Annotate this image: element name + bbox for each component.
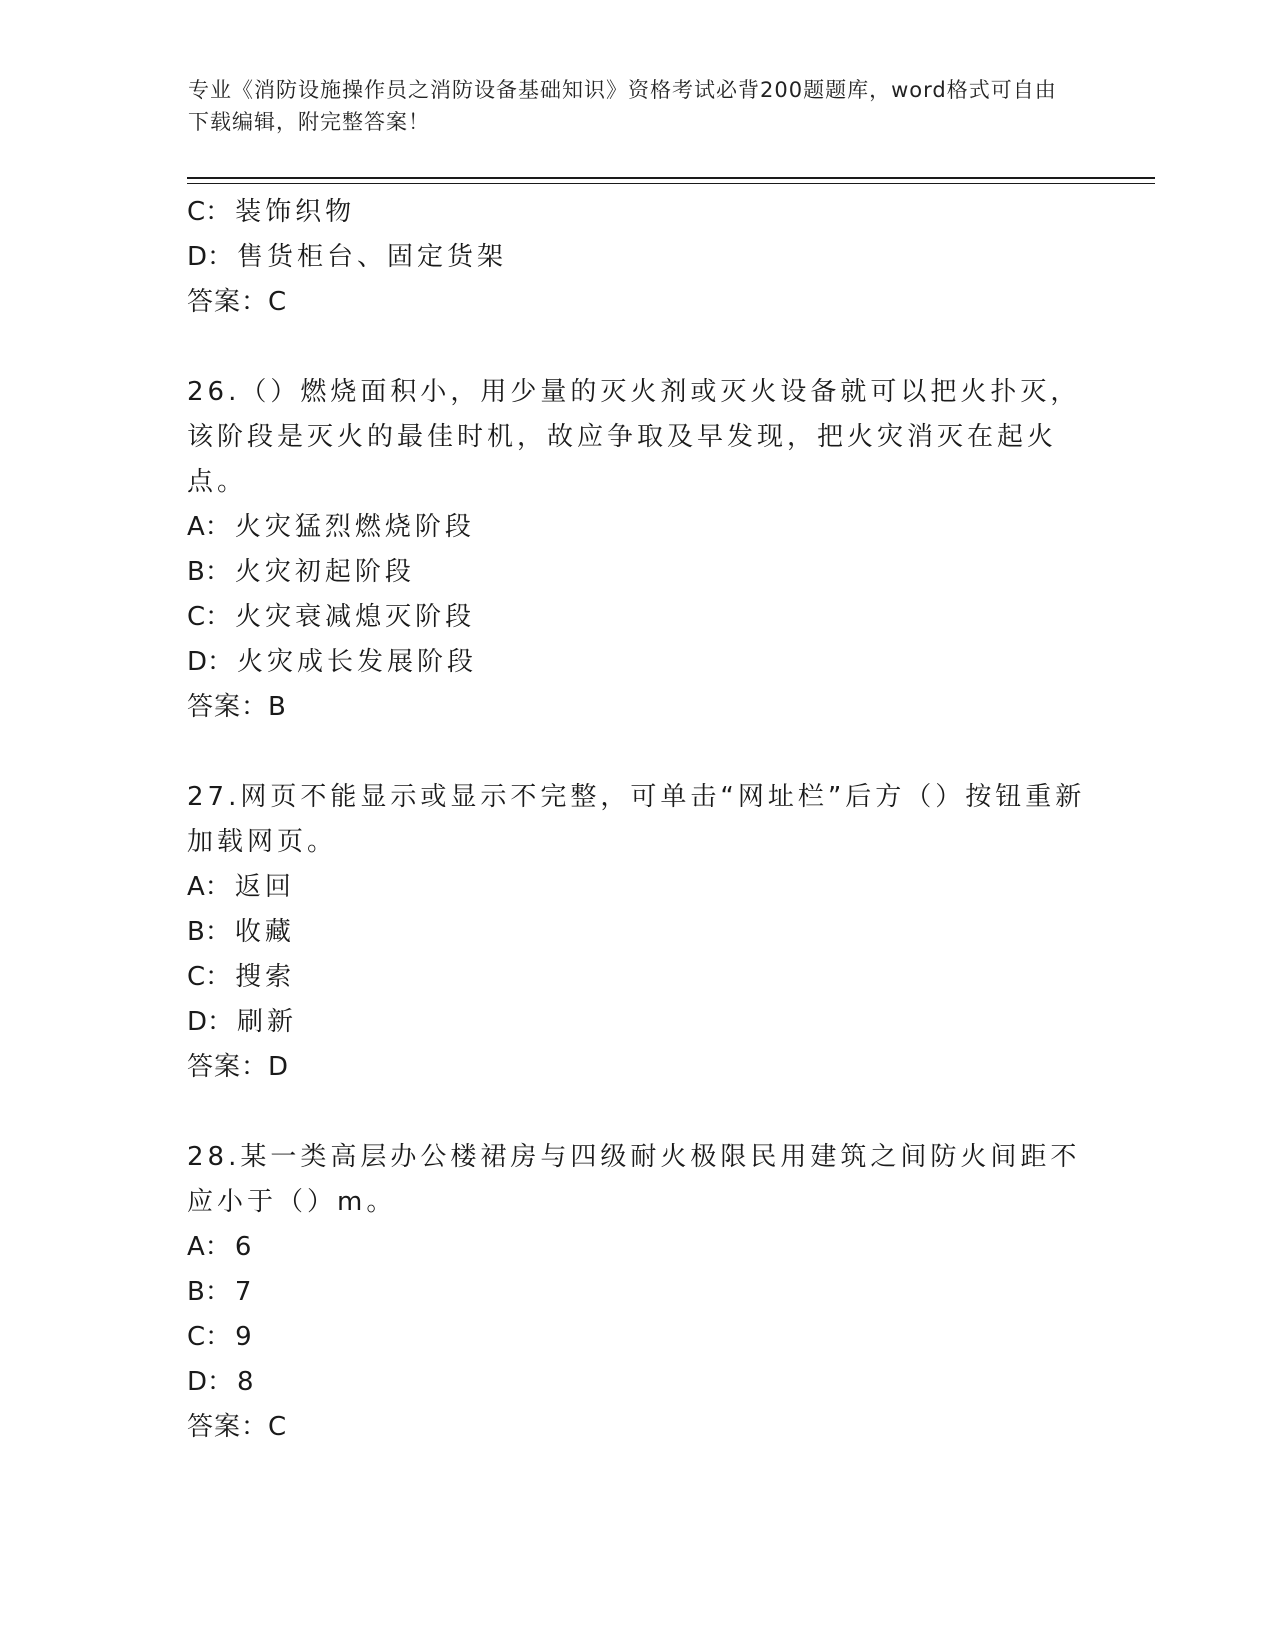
- option-line: B：火灾初起阶段: [187, 557, 415, 587]
- option-line: A：火灾猛烈燃烧阶段: [187, 512, 475, 542]
- option-line: D：火灾成长发展阶段: [187, 647, 478, 677]
- answer-line: 答案：C: [187, 287, 288, 317]
- answer-line: 答案：D: [187, 1052, 290, 1082]
- answer-line: 答案：B: [187, 692, 287, 722]
- option-line: C：装饰织物: [187, 197, 356, 227]
- option-line: B：收藏: [187, 917, 295, 947]
- option-line: A：返回: [187, 872, 295, 902]
- option-line: D：8: [187, 1367, 258, 1397]
- option-line: C：火灾衰减熄灭阶段: [187, 602, 476, 632]
- option-line: D：刷新: [187, 1007, 298, 1037]
- option-line: D：售货柜台、固定货架: [187, 242, 508, 272]
- question-content: [187, 190, 1087, 1450]
- option-line: C：9: [187, 1322, 256, 1352]
- question-stem: 28.某一类高层办公楼裙房与四级耐火极限民用建筑之间防火间距不应小于（）m。: [187, 1142, 1081, 1217]
- question-27: [187, 775, 1087, 1090]
- header-rule-thin: [187, 183, 1155, 184]
- option-line: C：搜索: [187, 962, 296, 992]
- header-rule-thick: [187, 177, 1155, 179]
- option-line: A：6: [187, 1232, 256, 1262]
- question-stem: 27.网页不能显示或显示不完整，可单击“网址栏”后方（）按钮重新加载网页。: [187, 782, 1086, 857]
- question-28: [187, 1135, 1087, 1450]
- question-stem: 26.（）燃烧面积小，用少量的灭火剂或灭火设备就可以把火扑灭，该阶段是灭火的最佳时机，故应争取及早发现，把火灾消灭在起火点。: [187, 377, 1081, 497]
- document-header: 专业《消防设施操作员之消防设备基础知识》资格考试必背200题题库，word格式可自由下载编辑，附完整答案！: [188, 78, 1057, 134]
- option-line: B：7: [187, 1277, 256, 1307]
- question-26: [187, 370, 1087, 730]
- answer-line: 答案：C: [187, 1412, 288, 1442]
